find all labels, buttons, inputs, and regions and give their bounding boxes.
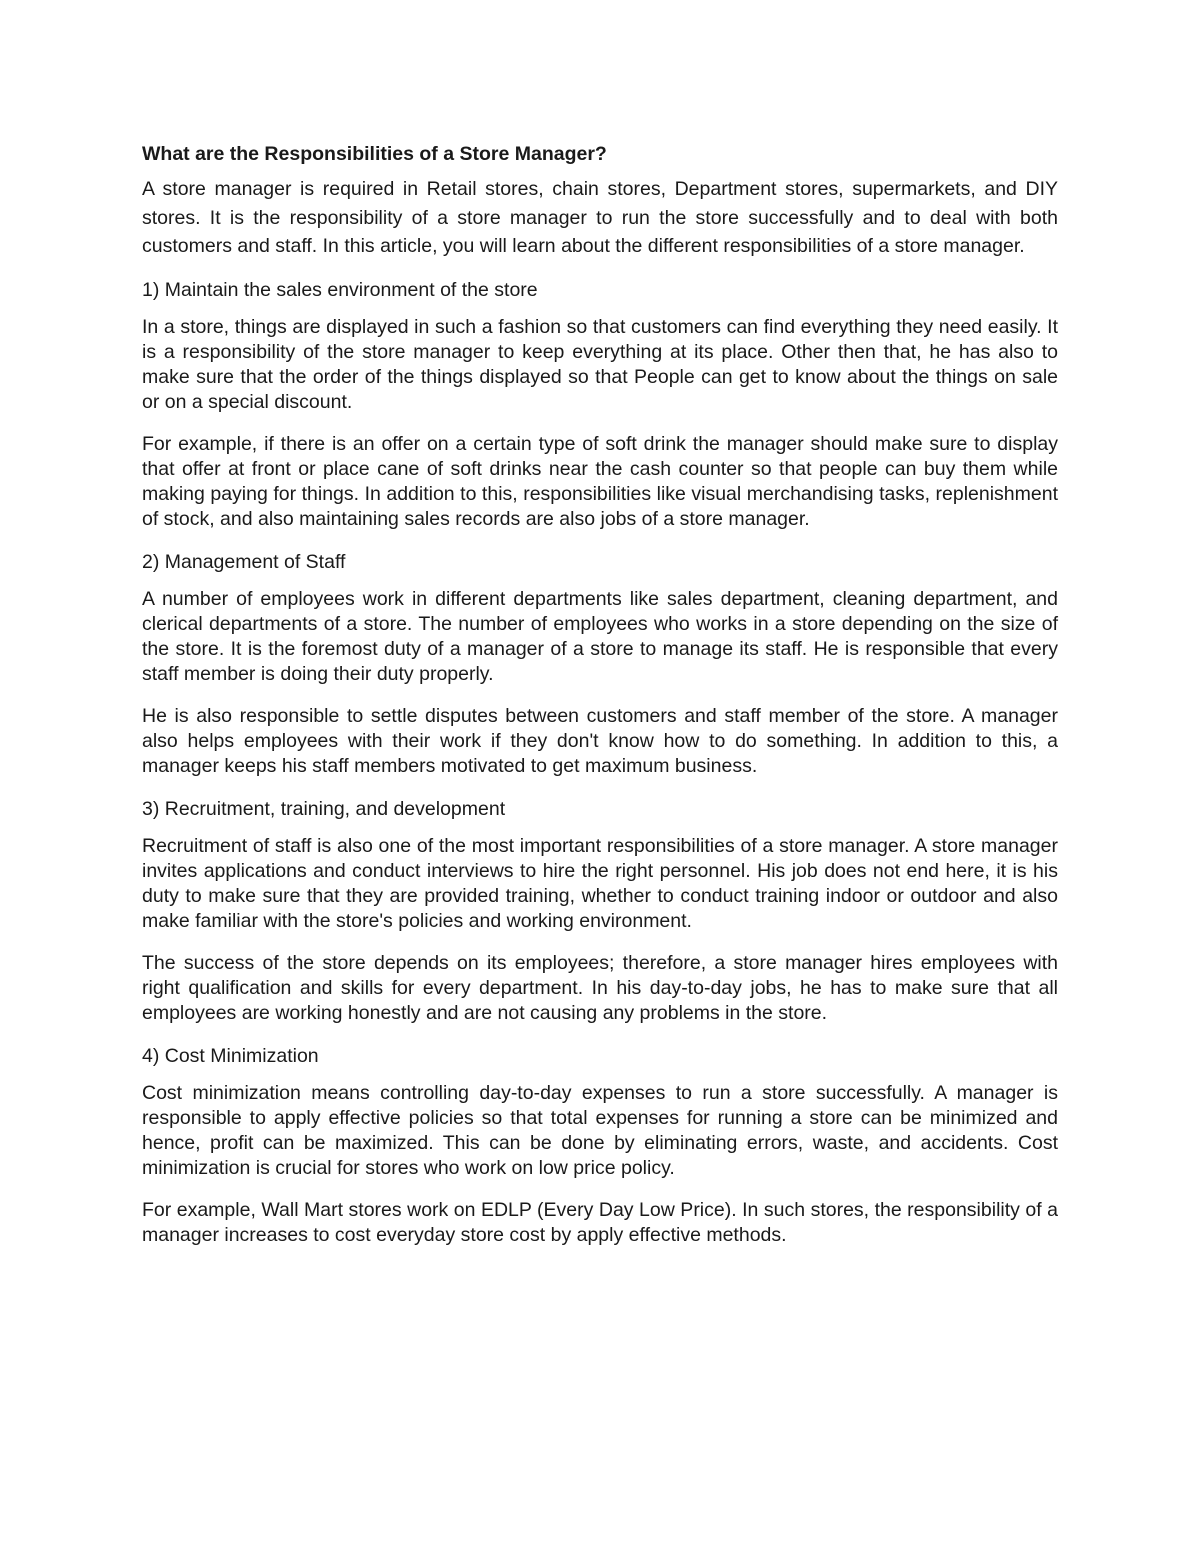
section-1 <box>142 277 1058 532</box>
section-4 <box>142 1043 1058 1248</box>
section-paragraph: The success of the store depends on its employees; therefore, a store manager hires employees with right qualification and skills for every department. In his day-to-day jobs, he has to make sure that all employees are working honestly and are not causing any problems in the store. <box>142 951 1058 1024</box>
section-paragraph: For example, Wall Mart stores work on EDLP (Every Day Low Price). In such stores, the responsibility of a manager increases to cost everyday store cost by apply effective methods. <box>142 1198 1058 1246</box>
intro-paragraph: A store manager is required in Retail stores, chain stores, Department stores, supermarkets, and DIY stores. It is the responsibility of a store manager to run the store successfully and to deal with both customers and staff. In this article, you will learn about the different responsibilities of a store manager. <box>142 178 1058 257</box>
section-3 <box>142 796 1058 1026</box>
section-paragraph: He is also responsible to settle disputes between customers and staff member of the store. A manager also helps employees with their work if they don't know how to do something. In addition to this, a manager keeps his staff members motivated to get maximum business. <box>142 704 1058 777</box>
section-paragraph: A number of employees work in different departments like sales department, cleaning department, and clerical departments of a store. The number of employees who works in a store depending on the size of the store. It is the foremost duty of a manager of a store to manage its staff. He is responsible that every staff member is doing their duty properly. <box>142 587 1058 685</box>
section-paragraph: For example, if there is an offer on a certain type of soft drink the manager should make sure to display that offer at front or place cane of soft drinks near the cash counter so that people can buy them while making paying for things. In addition to this, responsibilities like visual merchandising tasks, replenishment of stock, and also maintaining sales records are also jobs of a store manager. <box>142 432 1058 530</box>
section-heading: 4) Cost Minimization <box>142 1044 319 1067</box>
section-heading: 1) Maintain the sales environment of the store <box>142 278 538 301</box>
document-title: What are the Responsibilities of a Store Manager? <box>142 143 607 165</box>
section-heading: 3) Recruitment, training, and development <box>142 797 506 820</box>
section-heading: 2) Management of Staff <box>142 550 346 573</box>
section-paragraph: In a store, things are displayed in such a fashion so that customers can find everything they need easily. It is a responsibility of the store manager to keep everything at its place. Other then that, he has also to make sure that the order of the things displayed so that People can get to know about the things on sale or on a special discount. <box>142 315 1058 413</box>
section-paragraph: Recruitment of staff is also one of the most important responsibilities of a store manager. A store manager invites applications and conduct interviews to hire the right personnel. His job does not end here, it is his duty to make sure that they are provided training, whether to conduct training indoor or outdoor and also make familiar with the store's policies and working environment. <box>142 834 1058 932</box>
section-paragraph: Cost minimization means controlling day-to-day expenses to run a store successfully. A manager is responsible to apply effective policies so that total expenses for running a store can be minimized and hence, profit can be maximized. This can be done by eliminating errors, waste, and accidents. Cost minimization is crucial for stores who work on low price policy. <box>142 1081 1058 1179</box>
document-page <box>142 141 1058 1265</box>
section-2 <box>142 549 1058 779</box>
